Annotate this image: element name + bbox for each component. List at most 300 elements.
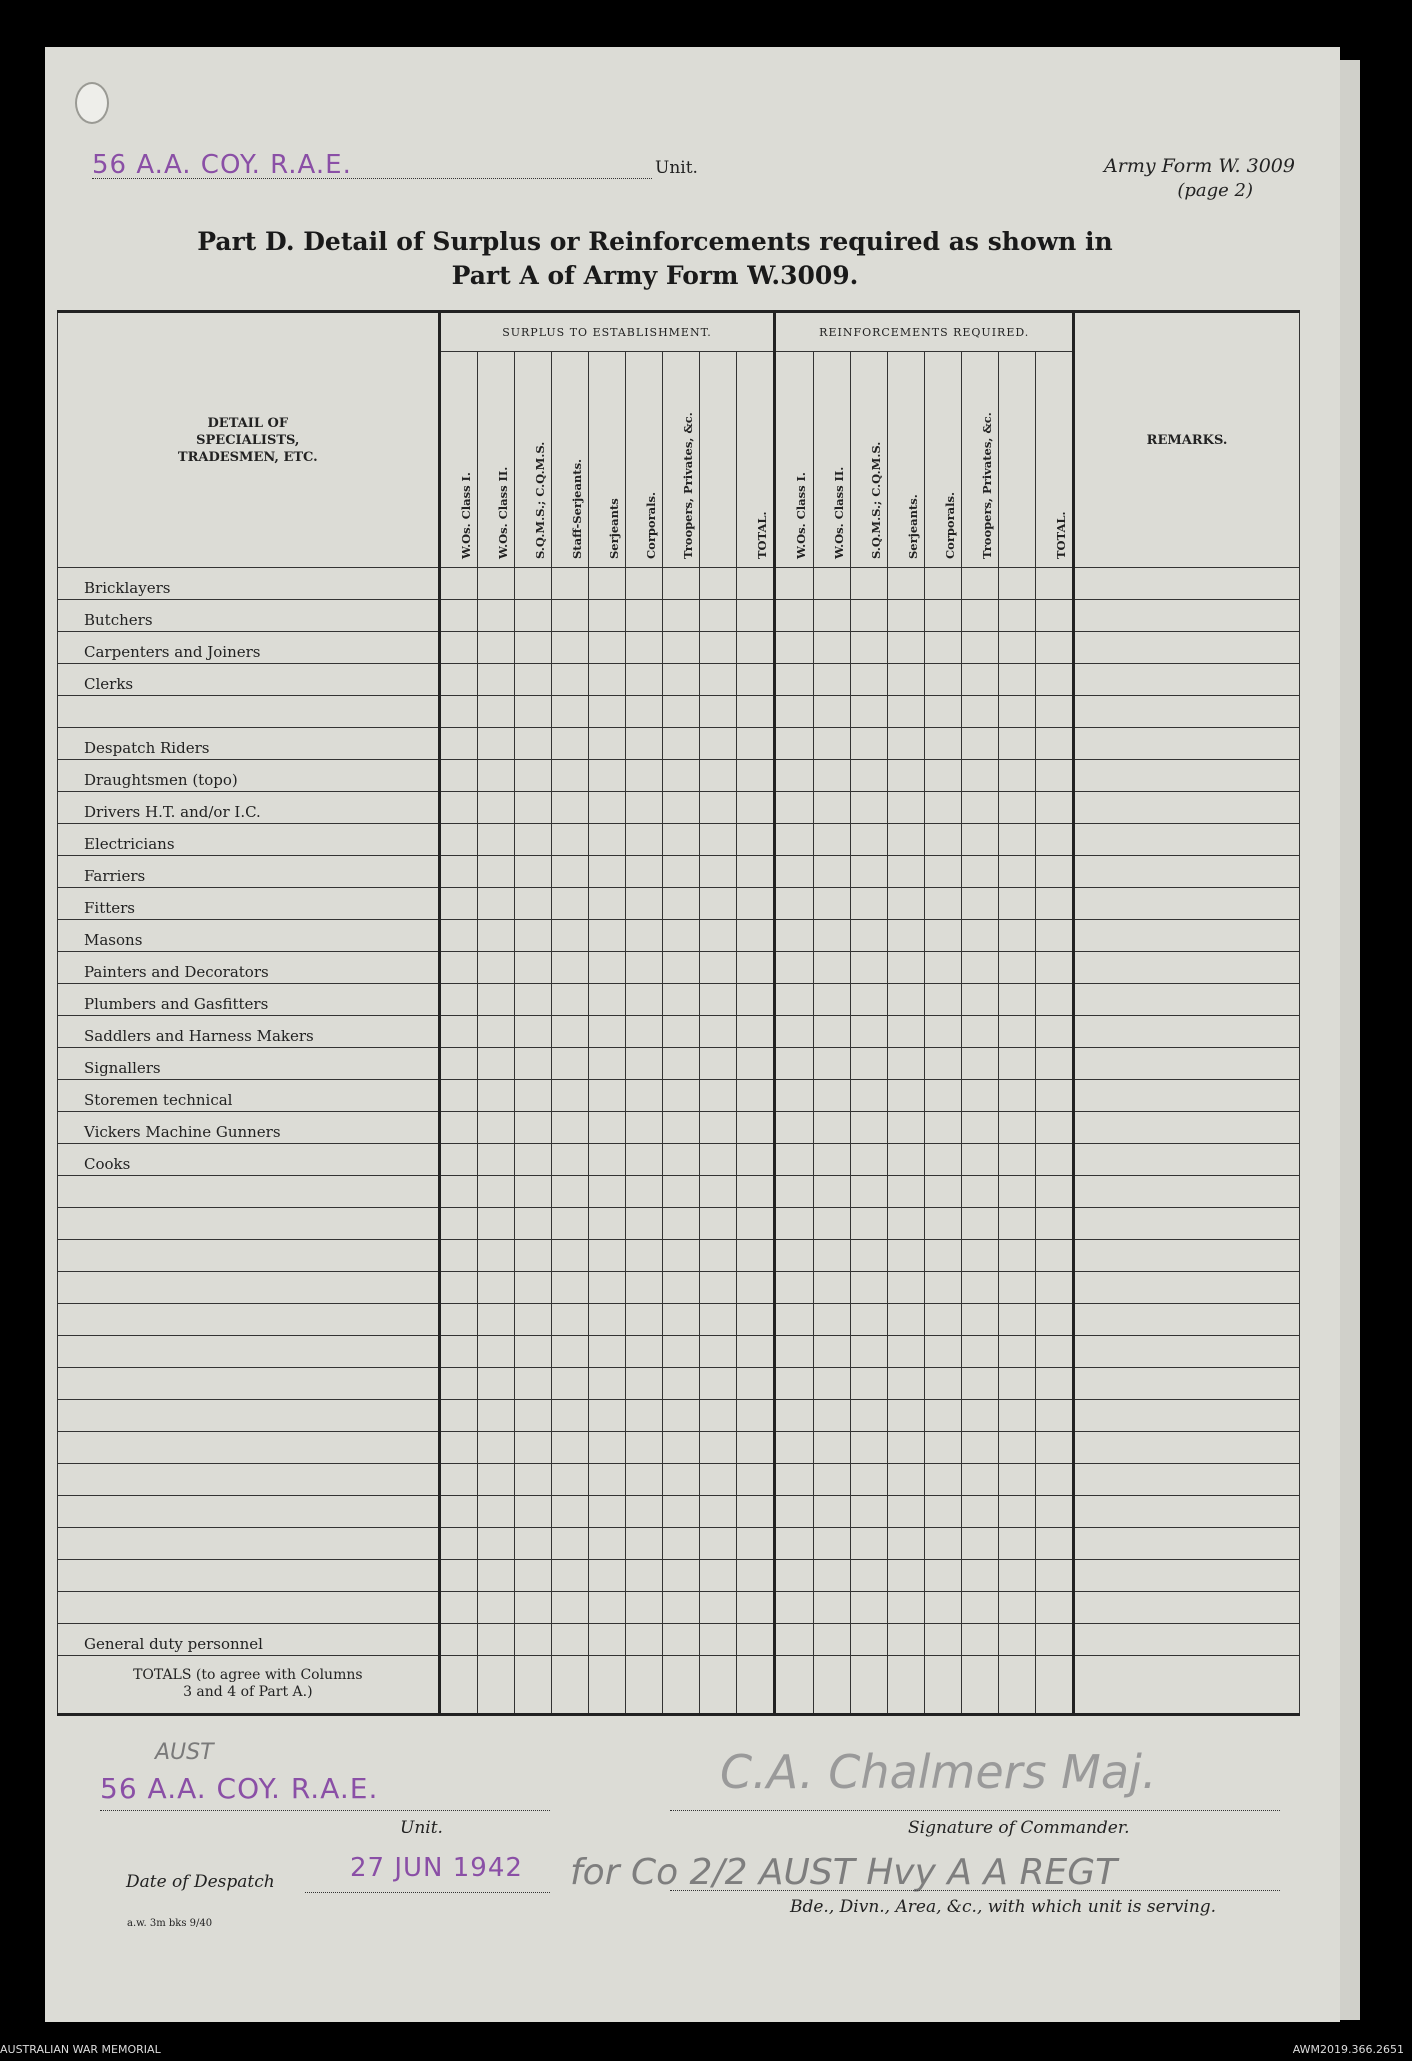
table-cell[interactable] bbox=[998, 952, 1035, 984]
table-cell[interactable] bbox=[588, 824, 625, 856]
table-cell[interactable] bbox=[924, 1208, 961, 1240]
table-cell[interactable] bbox=[924, 792, 961, 824]
table-cell[interactable] bbox=[924, 1528, 961, 1560]
table-cell[interactable] bbox=[737, 1336, 775, 1368]
table-cell[interactable] bbox=[961, 1208, 998, 1240]
table-cell[interactable] bbox=[1035, 568, 1073, 600]
table-cell[interactable] bbox=[961, 1592, 998, 1624]
table-cell[interactable] bbox=[813, 856, 850, 888]
table-cell[interactable] bbox=[775, 568, 813, 600]
table-cell[interactable] bbox=[663, 1272, 700, 1304]
table-cell[interactable] bbox=[439, 1112, 477, 1144]
table-cell[interactable] bbox=[850, 1272, 887, 1304]
table-cell[interactable] bbox=[700, 1496, 737, 1528]
table-cell[interactable] bbox=[924, 1592, 961, 1624]
table-cell[interactable] bbox=[514, 1016, 551, 1048]
table-cell[interactable] bbox=[477, 1528, 514, 1560]
table-cell[interactable] bbox=[626, 1528, 663, 1560]
table-cell[interactable] bbox=[477, 1496, 514, 1528]
table-cell[interactable] bbox=[663, 1400, 700, 1432]
table-cell[interactable] bbox=[775, 1272, 813, 1304]
table-cell[interactable] bbox=[737, 1368, 775, 1400]
table-cell[interactable] bbox=[813, 1112, 850, 1144]
table-cell[interactable] bbox=[775, 664, 813, 696]
table-cell[interactable] bbox=[1035, 1336, 1073, 1368]
table-cell[interactable] bbox=[850, 696, 887, 728]
remarks-cell[interactable] bbox=[1074, 664, 1300, 696]
table-cell[interactable] bbox=[439, 1432, 477, 1464]
table-cell[interactable] bbox=[663, 1304, 700, 1336]
table-cell[interactable] bbox=[924, 1080, 961, 1112]
table-cell[interactable] bbox=[626, 1304, 663, 1336]
table-cell[interactable] bbox=[514, 952, 551, 984]
table-cell[interactable] bbox=[850, 632, 887, 664]
remarks-cell[interactable] bbox=[1074, 1112, 1300, 1144]
table-cell[interactable] bbox=[961, 696, 998, 728]
table-cell[interactable] bbox=[477, 568, 514, 600]
table-cell[interactable] bbox=[663, 1560, 700, 1592]
table-cell[interactable] bbox=[961, 1016, 998, 1048]
table-cell[interactable] bbox=[588, 1208, 625, 1240]
table-cell[interactable] bbox=[850, 824, 887, 856]
table-cell[interactable] bbox=[775, 984, 813, 1016]
table-cell[interactable] bbox=[588, 1592, 625, 1624]
table-cell[interactable] bbox=[887, 728, 924, 760]
remarks-cell[interactable] bbox=[1074, 600, 1300, 632]
table-cell[interactable] bbox=[998, 1048, 1035, 1080]
table-cell[interactable] bbox=[439, 920, 477, 952]
table-cell[interactable] bbox=[775, 1176, 813, 1208]
remarks-cell[interactable] bbox=[1074, 1208, 1300, 1240]
table-cell[interactable] bbox=[887, 1048, 924, 1080]
remarks-cell[interactable] bbox=[1074, 1560, 1300, 1592]
table-cell[interactable] bbox=[477, 888, 514, 920]
table-cell[interactable] bbox=[663, 1240, 700, 1272]
table-cell[interactable] bbox=[924, 1336, 961, 1368]
table-cell[interactable] bbox=[887, 1624, 924, 1656]
table-cell[interactable] bbox=[663, 1624, 700, 1656]
table-cell[interactable] bbox=[775, 1208, 813, 1240]
table-cell[interactable] bbox=[514, 1624, 551, 1656]
table-cell[interactable] bbox=[850, 1592, 887, 1624]
table-cell[interactable] bbox=[1035, 1208, 1073, 1240]
table-cell[interactable] bbox=[775, 856, 813, 888]
table-cell[interactable] bbox=[850, 1304, 887, 1336]
table-cell[interactable] bbox=[439, 1336, 477, 1368]
table-cell[interactable] bbox=[551, 728, 588, 760]
table-cell[interactable] bbox=[514, 568, 551, 600]
table-cell[interactable] bbox=[887, 1528, 924, 1560]
table-cell[interactable] bbox=[700, 1176, 737, 1208]
table-cell[interactable] bbox=[998, 888, 1035, 920]
table-cell[interactable] bbox=[551, 1528, 588, 1560]
table-cell[interactable] bbox=[588, 1656, 625, 1715]
table-cell[interactable] bbox=[813, 1048, 850, 1080]
table-cell[interactable] bbox=[998, 1496, 1035, 1528]
table-cell[interactable] bbox=[1035, 824, 1073, 856]
table-cell[interactable] bbox=[998, 824, 1035, 856]
remarks-cell[interactable] bbox=[1074, 888, 1300, 920]
table-cell[interactable] bbox=[924, 1144, 961, 1176]
table-cell[interactable] bbox=[813, 1176, 850, 1208]
table-cell[interactable] bbox=[775, 1592, 813, 1624]
table-cell[interactable] bbox=[961, 1656, 998, 1715]
table-cell[interactable] bbox=[626, 696, 663, 728]
table-cell[interactable] bbox=[439, 1528, 477, 1560]
table-cell[interactable] bbox=[1035, 1080, 1073, 1112]
table-cell[interactable] bbox=[737, 792, 775, 824]
table-cell[interactable] bbox=[1035, 952, 1073, 984]
remarks-cell[interactable] bbox=[1074, 1464, 1300, 1496]
table-cell[interactable] bbox=[924, 568, 961, 600]
table-cell[interactable] bbox=[663, 792, 700, 824]
table-cell[interactable] bbox=[439, 1240, 477, 1272]
table-cell[interactable] bbox=[813, 1144, 850, 1176]
table-cell[interactable] bbox=[924, 1112, 961, 1144]
table-cell[interactable] bbox=[514, 920, 551, 952]
table-cell[interactable] bbox=[961, 1176, 998, 1208]
table-cell[interactable] bbox=[588, 1432, 625, 1464]
table-cell[interactable] bbox=[961, 600, 998, 632]
table-cell[interactable] bbox=[775, 1624, 813, 1656]
table-cell[interactable] bbox=[588, 568, 625, 600]
table-cell[interactable] bbox=[1035, 1528, 1073, 1560]
table-cell[interactable] bbox=[439, 1400, 477, 1432]
table-cell[interactable] bbox=[477, 1272, 514, 1304]
table-cell[interactable] bbox=[850, 1560, 887, 1592]
table-cell[interactable] bbox=[887, 1112, 924, 1144]
table-cell[interactable] bbox=[477, 952, 514, 984]
table-cell[interactable] bbox=[775, 920, 813, 952]
table-cell[interactable] bbox=[775, 952, 813, 984]
table-cell[interactable] bbox=[998, 760, 1035, 792]
table-cell[interactable] bbox=[887, 1368, 924, 1400]
table-cell[interactable] bbox=[663, 1432, 700, 1464]
table-cell[interactable] bbox=[626, 1336, 663, 1368]
table-cell[interactable] bbox=[737, 1528, 775, 1560]
table-cell[interactable] bbox=[700, 696, 737, 728]
table-cell[interactable] bbox=[626, 1368, 663, 1400]
table-cell[interactable] bbox=[737, 696, 775, 728]
table-cell[interactable] bbox=[998, 1336, 1035, 1368]
table-cell[interactable] bbox=[924, 920, 961, 952]
table-cell[interactable] bbox=[961, 664, 998, 696]
table-cell[interactable] bbox=[514, 1176, 551, 1208]
table-cell[interactable] bbox=[663, 1112, 700, 1144]
table-cell[interactable] bbox=[551, 600, 588, 632]
table-cell[interactable] bbox=[477, 920, 514, 952]
table-cell[interactable] bbox=[551, 1144, 588, 1176]
table-cell[interactable] bbox=[1035, 984, 1073, 1016]
table-cell[interactable] bbox=[588, 1528, 625, 1560]
table-cell[interactable] bbox=[1035, 1624, 1073, 1656]
table-cell[interactable] bbox=[551, 1272, 588, 1304]
table-cell[interactable] bbox=[961, 1304, 998, 1336]
table-cell[interactable] bbox=[961, 728, 998, 760]
table-cell[interactable] bbox=[700, 1336, 737, 1368]
table-cell[interactable] bbox=[663, 696, 700, 728]
table-cell[interactable] bbox=[850, 856, 887, 888]
table-cell[interactable] bbox=[477, 1656, 514, 1715]
table-cell[interactable] bbox=[813, 1400, 850, 1432]
table-cell[interactable] bbox=[850, 1496, 887, 1528]
table-cell[interactable] bbox=[551, 1336, 588, 1368]
remarks-cell[interactable] bbox=[1074, 952, 1300, 984]
table-cell[interactable] bbox=[477, 984, 514, 1016]
table-cell[interactable] bbox=[626, 1464, 663, 1496]
table-cell[interactable] bbox=[700, 1048, 737, 1080]
table-cell[interactable] bbox=[924, 1272, 961, 1304]
table-cell[interactable] bbox=[663, 1080, 700, 1112]
table-cell[interactable] bbox=[775, 1432, 813, 1464]
table-cell[interactable] bbox=[551, 888, 588, 920]
table-cell[interactable] bbox=[588, 1304, 625, 1336]
table-cell[interactable] bbox=[961, 1112, 998, 1144]
table-cell[interactable] bbox=[924, 728, 961, 760]
table-cell[interactable] bbox=[663, 1336, 700, 1368]
table-cell[interactable] bbox=[924, 1048, 961, 1080]
table-cell[interactable] bbox=[477, 664, 514, 696]
table-cell[interactable] bbox=[477, 760, 514, 792]
table-cell[interactable] bbox=[663, 760, 700, 792]
table-cell[interactable] bbox=[850, 1080, 887, 1112]
table-cell[interactable] bbox=[588, 760, 625, 792]
table-cell[interactable] bbox=[924, 1176, 961, 1208]
table-cell[interactable] bbox=[1035, 1560, 1073, 1592]
table-cell[interactable] bbox=[998, 984, 1035, 1016]
table-cell[interactable] bbox=[887, 600, 924, 632]
table-cell[interactable] bbox=[961, 1336, 998, 1368]
table-cell[interactable] bbox=[588, 1368, 625, 1400]
table-cell[interactable] bbox=[887, 792, 924, 824]
table-cell[interactable] bbox=[850, 952, 887, 984]
remarks-cell[interactable] bbox=[1074, 1432, 1300, 1464]
table-cell[interactable] bbox=[998, 728, 1035, 760]
table-cell[interactable] bbox=[737, 568, 775, 600]
table-cell[interactable] bbox=[850, 1400, 887, 1432]
table-cell[interactable] bbox=[850, 1656, 887, 1715]
table-cell[interactable] bbox=[551, 1208, 588, 1240]
table-cell[interactable] bbox=[813, 920, 850, 952]
table-cell[interactable] bbox=[924, 696, 961, 728]
table-cell[interactable] bbox=[663, 1592, 700, 1624]
remarks-cell[interactable] bbox=[1074, 1016, 1300, 1048]
table-cell[interactable] bbox=[850, 1624, 887, 1656]
table-cell[interactable] bbox=[551, 760, 588, 792]
table-cell[interactable] bbox=[887, 664, 924, 696]
table-cell[interactable] bbox=[887, 920, 924, 952]
table-cell[interactable] bbox=[626, 1208, 663, 1240]
table-cell[interactable] bbox=[663, 1496, 700, 1528]
table-cell[interactable] bbox=[850, 568, 887, 600]
table-cell[interactable] bbox=[588, 888, 625, 920]
remarks-cell[interactable] bbox=[1074, 824, 1300, 856]
table-cell[interactable] bbox=[961, 952, 998, 984]
table-cell[interactable] bbox=[700, 984, 737, 1016]
table-cell[interactable] bbox=[887, 1080, 924, 1112]
table-cell[interactable] bbox=[477, 600, 514, 632]
table-cell[interactable] bbox=[775, 1560, 813, 1592]
table-cell[interactable] bbox=[737, 1272, 775, 1304]
table-cell[interactable] bbox=[850, 920, 887, 952]
table-cell[interactable] bbox=[998, 664, 1035, 696]
table-cell[interactable] bbox=[961, 1496, 998, 1528]
table-cell[interactable] bbox=[961, 1432, 998, 1464]
table-cell[interactable] bbox=[551, 1368, 588, 1400]
table-cell[interactable] bbox=[998, 1400, 1035, 1432]
table-cell[interactable] bbox=[1035, 1368, 1073, 1400]
table-cell[interactable] bbox=[514, 1144, 551, 1176]
table-cell[interactable] bbox=[924, 1432, 961, 1464]
table-cell[interactable] bbox=[737, 1176, 775, 1208]
table-cell[interactable] bbox=[514, 1560, 551, 1592]
table-cell[interactable] bbox=[588, 1272, 625, 1304]
table-cell[interactable] bbox=[551, 1016, 588, 1048]
table-cell[interactable] bbox=[998, 632, 1035, 664]
table-cell[interactable] bbox=[514, 1496, 551, 1528]
table-cell[interactable] bbox=[626, 1048, 663, 1080]
table-cell[interactable] bbox=[775, 1656, 813, 1715]
table-cell[interactable] bbox=[551, 1240, 588, 1272]
table-cell[interactable] bbox=[663, 952, 700, 984]
table-cell[interactable] bbox=[439, 856, 477, 888]
table-cell[interactable] bbox=[663, 1464, 700, 1496]
table-cell[interactable] bbox=[514, 1272, 551, 1304]
table-cell[interactable] bbox=[439, 568, 477, 600]
remarks-cell[interactable] bbox=[1074, 1240, 1300, 1272]
table-cell[interactable] bbox=[813, 952, 850, 984]
table-cell[interactable] bbox=[737, 984, 775, 1016]
table-cell[interactable] bbox=[961, 1464, 998, 1496]
table-cell[interactable] bbox=[775, 1336, 813, 1368]
table-cell[interactable] bbox=[1035, 1144, 1073, 1176]
table-cell[interactable] bbox=[924, 1400, 961, 1432]
table-cell[interactable] bbox=[737, 1496, 775, 1528]
table-cell[interactable] bbox=[700, 792, 737, 824]
table-cell[interactable] bbox=[626, 1496, 663, 1528]
table-cell[interactable] bbox=[961, 568, 998, 600]
table-cell[interactable] bbox=[439, 728, 477, 760]
table-cell[interactable] bbox=[850, 1144, 887, 1176]
table-cell[interactable] bbox=[626, 1560, 663, 1592]
table-cell[interactable] bbox=[998, 600, 1035, 632]
table-cell[interactable] bbox=[924, 760, 961, 792]
table-cell[interactable] bbox=[850, 1240, 887, 1272]
table-cell[interactable] bbox=[626, 1400, 663, 1432]
table-cell[interactable] bbox=[626, 760, 663, 792]
table-cell[interactable] bbox=[850, 728, 887, 760]
table-cell[interactable] bbox=[850, 760, 887, 792]
table-cell[interactable] bbox=[663, 632, 700, 664]
table-cell[interactable] bbox=[700, 920, 737, 952]
table-cell[interactable] bbox=[663, 1368, 700, 1400]
table-cell[interactable] bbox=[551, 632, 588, 664]
table-cell[interactable] bbox=[813, 568, 850, 600]
table-cell[interactable] bbox=[700, 1560, 737, 1592]
table-cell[interactable] bbox=[477, 1176, 514, 1208]
table-cell[interactable] bbox=[439, 1624, 477, 1656]
table-cell[interactable] bbox=[663, 600, 700, 632]
table-cell[interactable] bbox=[626, 888, 663, 920]
table-cell[interactable] bbox=[887, 888, 924, 920]
table-cell[interactable] bbox=[850, 984, 887, 1016]
table-cell[interactable] bbox=[887, 856, 924, 888]
remarks-cell[interactable] bbox=[1074, 1144, 1300, 1176]
table-cell[interactable] bbox=[588, 1080, 625, 1112]
table-cell[interactable] bbox=[551, 952, 588, 984]
table-cell[interactable] bbox=[961, 888, 998, 920]
table-cell[interactable] bbox=[514, 1240, 551, 1272]
table-cell[interactable] bbox=[924, 856, 961, 888]
table-cell[interactable] bbox=[700, 1528, 737, 1560]
remarks-cell[interactable] bbox=[1074, 856, 1300, 888]
table-cell[interactable] bbox=[514, 1368, 551, 1400]
table-cell[interactable] bbox=[551, 1080, 588, 1112]
table-cell[interactable] bbox=[775, 1240, 813, 1272]
table-cell[interactable] bbox=[663, 728, 700, 760]
table-cell[interactable] bbox=[924, 1464, 961, 1496]
table-cell[interactable] bbox=[551, 1432, 588, 1464]
table-cell[interactable] bbox=[924, 1624, 961, 1656]
table-cell[interactable] bbox=[737, 920, 775, 952]
table-cell[interactable] bbox=[439, 1016, 477, 1048]
table-cell[interactable] bbox=[737, 1400, 775, 1432]
table-cell[interactable] bbox=[887, 1304, 924, 1336]
table-cell[interactable] bbox=[850, 1112, 887, 1144]
table-cell[interactable] bbox=[588, 728, 625, 760]
table-cell[interactable] bbox=[439, 760, 477, 792]
table-cell[interactable] bbox=[1035, 632, 1073, 664]
table-cell[interactable] bbox=[700, 664, 737, 696]
table-cell[interactable] bbox=[439, 1464, 477, 1496]
remarks-cell[interactable] bbox=[1074, 1304, 1300, 1336]
table-cell[interactable] bbox=[813, 1304, 850, 1336]
table-cell[interactable] bbox=[514, 856, 551, 888]
table-cell[interactable] bbox=[737, 600, 775, 632]
table-cell[interactable] bbox=[887, 760, 924, 792]
table-cell[interactable] bbox=[477, 1560, 514, 1592]
table-cell[interactable] bbox=[998, 1304, 1035, 1336]
table-cell[interactable] bbox=[737, 1144, 775, 1176]
table-cell[interactable] bbox=[887, 1464, 924, 1496]
table-cell[interactable] bbox=[775, 1144, 813, 1176]
table-cell[interactable] bbox=[998, 568, 1035, 600]
table-cell[interactable] bbox=[1035, 1304, 1073, 1336]
table-cell[interactable] bbox=[626, 856, 663, 888]
table-cell[interactable] bbox=[588, 792, 625, 824]
table-cell[interactable] bbox=[1035, 728, 1073, 760]
table-cell[interactable] bbox=[737, 1464, 775, 1496]
table-cell[interactable] bbox=[813, 1432, 850, 1464]
table-cell[interactable] bbox=[700, 856, 737, 888]
table-cell[interactable] bbox=[514, 600, 551, 632]
table-cell[interactable] bbox=[514, 664, 551, 696]
table-cell[interactable] bbox=[588, 1464, 625, 1496]
table-cell[interactable] bbox=[924, 824, 961, 856]
table-cell[interactable] bbox=[924, 1240, 961, 1272]
table-cell[interactable] bbox=[700, 760, 737, 792]
table-cell[interactable] bbox=[998, 1656, 1035, 1715]
table-cell[interactable] bbox=[1035, 1656, 1073, 1715]
table-cell[interactable] bbox=[663, 1528, 700, 1560]
table-cell[interactable] bbox=[514, 1112, 551, 1144]
table-cell[interactable] bbox=[700, 1144, 737, 1176]
table-cell[interactable] bbox=[998, 1592, 1035, 1624]
table-cell[interactable] bbox=[439, 632, 477, 664]
table-cell[interactable] bbox=[998, 1176, 1035, 1208]
table-cell[interactable] bbox=[813, 1336, 850, 1368]
table-cell[interactable] bbox=[737, 1240, 775, 1272]
